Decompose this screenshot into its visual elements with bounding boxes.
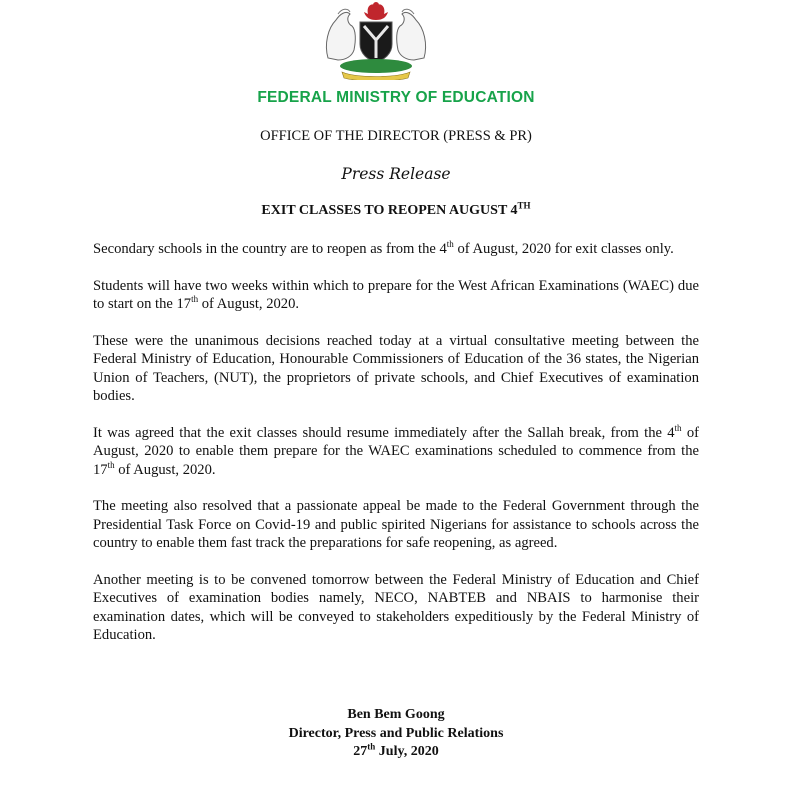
signatory-name: Ben Bem Goong [347,707,445,722]
signatory-title: Director, Press and Public Relations [288,725,504,741]
paragraph-4: It was agreed that the exit classes should resume immediately after the Sallah break, from the 4th of August, 2020 to enable them prepare for the WAEC examinations scheduled to commence from the 17th of August, 2020. [93,422,699,478]
coat-of-arms-icon [316,0,436,80]
paragraph-1: Secondary schools in the country are to reopen as from the 4th of August, 2020 for exit classes only. [93,239,674,257]
ministry-title: FEDERAL MINISTRY OF EDUCATION [257,89,535,106]
press-release-headline: EXIT CLASSES TO REOPEN AUGUST 4TH [261,200,531,218]
signature-block [0,706,792,762]
paragraph-5: The meeting also resolved that a passionate appeal be made to the Federal Government through the Presidential Task Force on Covid-19 and public spirited Nigerians for assistance to schools across the country to enable them fast track the preparations for safe reopening, as agreed. [93,498,699,551]
paragraph-3: These were the unanimous decisions reached today at a virtual consultative meeting between the Federal Ministry of Education, Honourable Commissioners of Education of the 36 states, the Nigerian Union of Teachers, (NUT), the proprietors of private schools, and Chief Executives of examination bodies. [93,332,699,404]
press-release-body [93,240,699,663]
release-date: 27th July, 2020 [353,741,439,759]
document-type-label: Press Release [341,165,451,183]
paragraph-6: Another meeting is to be convened tomorrow between the Federal Ministry of Education and Chief Executives of examination bodies namely, NECO, NABTEB and NBAIS to harmonise their examination dates, which will be conveyed to stakeholders expeditiously by the Federal Ministry of Education. [93,571,699,643]
paragraph-2: Students will have two weeks within which to prepare for the West African Examinations (WAEC) due to start on the 17th of August, 2020. [93,277,699,312]
office-title: OFFICE OF THE DIRECTOR (PRESS & PR) [260,128,532,144]
